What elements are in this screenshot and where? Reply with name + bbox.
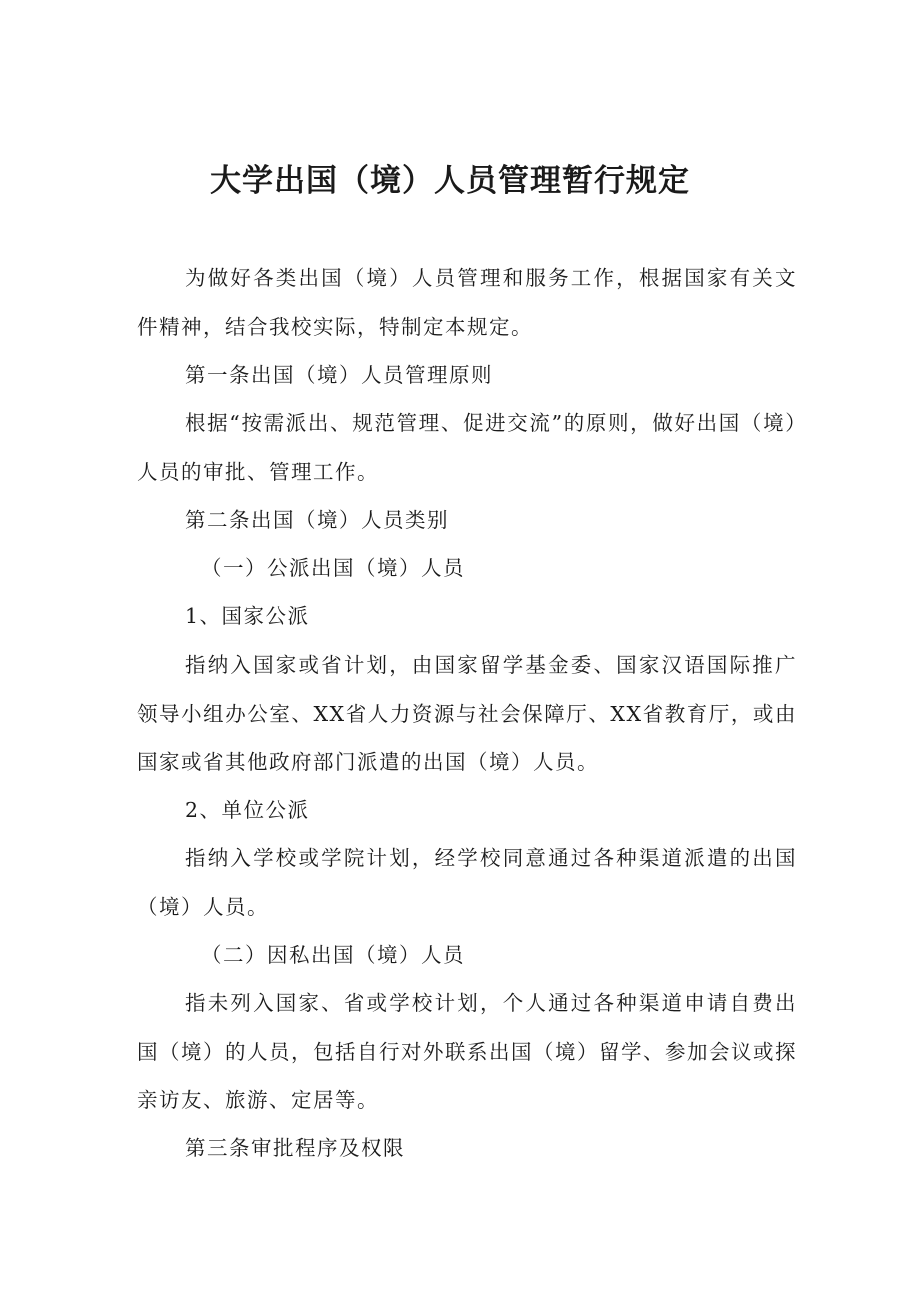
document-title: 大学出国（境）人员管理暂行规定 bbox=[210, 163, 690, 199]
article-1-heading: 第一条出国（境）人员管理原则 bbox=[185, 363, 493, 387]
section-private-heading: （二）因私出国（境）人员 bbox=[201, 943, 465, 967]
article-1-body: 根据“按需派出、规范管理、促进交流”的原则，做好出国（境）人员的审批、管理工作。 bbox=[137, 411, 797, 484]
item-unit-body: 指纳入学校或学院计划，经学校同意通过各种渠道派遣的出国（境）人员。 bbox=[137, 846, 797, 919]
item-national-body: 指纳入国家或省计划，由国家留学基金委、国家汉语国际推广领导小组办公室、XX省人力资源与社会保障厅、XX省教育厅，或由国家或省其他政府部门派遣的出国（境）人员。 bbox=[137, 653, 797, 774]
article-2-heading: 第二条出国（境）人员类别 bbox=[185, 508, 449, 532]
section-official-heading: （一）公派出国（境）人员 bbox=[201, 556, 465, 580]
item-unit-heading: 2、单位公派 bbox=[185, 798, 310, 822]
intro-paragraph: 为做好各类出国（境）人员管理和服务工作，根据国家有关文件精神，结合我校实际，特制定本规定。 bbox=[137, 266, 797, 339]
item-national-heading: 1、国家公派 bbox=[185, 604, 310, 628]
section-private-body: 指未列入国家、省或学校计划，个人通过各种渠道申请自费出国（境）的人员，包括自行对外联系出国（境）留学、参加会议或探亲访友、旅游、定居等。 bbox=[137, 991, 797, 1112]
article-3-heading: 第三条审批程序及权限 bbox=[185, 1136, 405, 1160]
